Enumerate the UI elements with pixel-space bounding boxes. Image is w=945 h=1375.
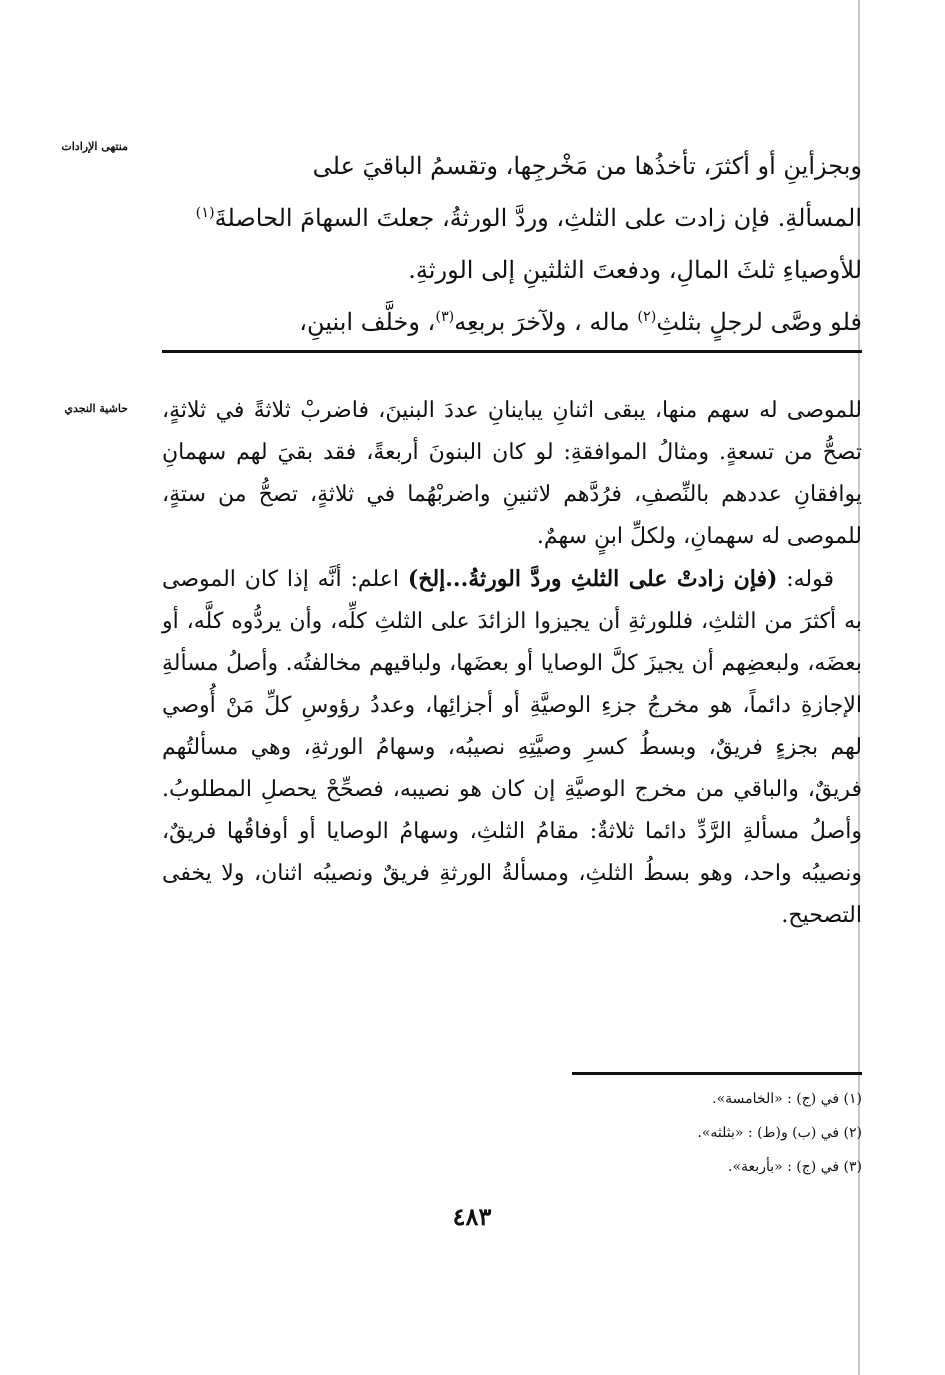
commentary-side-label: حاشية النجدي [64,402,128,415]
commentary-text [162,390,862,937]
main-text-line-1: وبجزأينِ أو أكثرَ، تأخذُها من مَخْرجِها، وتقسمُ الباقيَ على [312,152,862,180]
main-text-line-3: للأوصياءِ ثلثَ المالِ، ودفعتَ الثلثينِ إلى الورثةِ. [408,256,862,284]
main-text-side-label: منتهى الإرادات [61,140,128,153]
footnote-ref-2: (٢) [637,309,657,325]
footnote-ref-1: (١) [195,205,215,221]
main-text-line-2: المسألةِ. فإن زادت على الثلثِ، وردَّ الورثةُ، جعلتَ السهامَ الحاصلةَ$^{(١)}$ [195,204,862,232]
footnote-divider [572,1072,862,1075]
footnotes [462,1082,862,1184]
footnote-2: (٢) في (ب) و(ط) : «بثلثه». [697,1125,862,1141]
quoted-phrase: (فإن زادتْ على الثلثِ وردَّ الورثةُ...إلخ) [407,566,778,592]
page-number: ٤٨٣ [452,1202,492,1231]
footnote-1: (١) في (ج) : «الخامسة». [712,1091,862,1107]
main-text [162,140,862,348]
footnote-ref-3: (٣) [435,309,455,325]
commentary-paragraph-1: للموصى له سهم منها، يبقى اثنانِ يباينانِ عددَ البنينَ، فاضربْ ثلاثةً في ثلاثةٍ، تصحُّ من تسعةٍ. ومثالُ الموافقةِ: لو كان البنونَ أربعةً، فقد بقيَ لهم سهمانِ يوافقانِ عددهم بالنِّصفِ، فرُدَّهم لاثنينِ واضربْهُما في ثلاثةٍ، تصحُّ من ستةٍ، للموصى له سهمانِ، ولكلِّ ابنٍ سهمٌ. [162,398,862,549]
commentary-paragraph-2: قوله: (فإن زادتْ على الثلثِ وردَّ الورثةُ...إلخ) اعلم: أنَّه إذا كان الموصى به أكثرَ من الثلثِ، فللورثةِ أن يجيزوا الزائدَ على الثلثِ كلِّه، وأن يردُّوه كلَّه، أو بعضَه، ولبعضِهم أن يجيزَ كلَّ الوصايا أو بعضَها، ولباقيهم مخالفتُه. وأصلُ مسألةِ الإجازةِ دائماً، هو مخرجُ جزءِ الوصيَّةِ أو أجزائِها، وعددُ رؤوسِ كلِّ مَنْ أُوصي لهم بجزءٍ فريقٌ، وبسطُ كسرِ وصيَّتِهِ نصيبُه، وسهامُ الورثةِ، وهي مسألتُهم فريقٌ، والباقي من مخرج الوصيَّةِ إن كان هو نصيبه، فصحِّحْ يحصلِ المطلوبُ. وأصلُ مسألةِ الرَّدِّ دائما ثلاثةٌ: مقامُ الثلثِ، وسهامُ الوصايا أو أوفاقُها فريقٌ، ونصيبُه واحد، وهو بسطُ الثلثِ، ومسألةُ الورثةِ فريقٌ ونصيبُه اثنان، ولا يخفى التصحيح. [162,566,862,928]
footnote-3: (٣) في (ج) : «بأربعة». [728,1159,862,1175]
main-text-divider [162,350,862,353]
main-text-line-4: فلو وصَّى لرجلٍ بثلثِ$^{(٢)}$ ماله ، ولآخرَ بربعِه$^{(٣)}$، وخلَّف ابنينِ، [299,308,862,336]
